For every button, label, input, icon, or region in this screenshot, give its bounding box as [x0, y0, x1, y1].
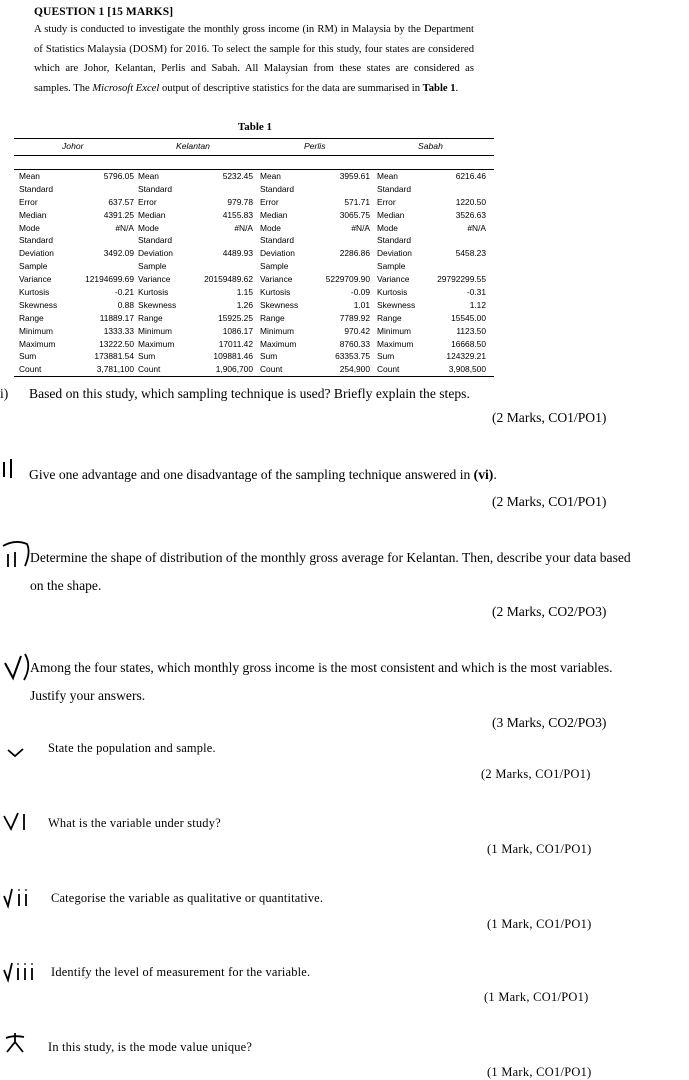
- handwritten-viii-marker: [2, 960, 38, 982]
- stat-label: Maximum: [19, 338, 56, 349]
- stat-value: 1.12: [469, 299, 486, 310]
- header-sabah: Sabah: [418, 141, 443, 151]
- table-row: [14, 183, 494, 196]
- table-row: [14, 196, 494, 209]
- intro-text-2: output of descriptive statistics for the data are summarised in: [159, 82, 423, 94]
- question-v-marks: (2 Marks, CO1/PO1): [481, 767, 591, 781]
- question-vii-marks: (1 Mark, CO1/PO1): [487, 917, 592, 931]
- handwritten-vi-marker: [2, 810, 28, 832]
- question-x-marks: (1 Mark, CO1/PO1): [487, 1065, 592, 1079]
- stat-label: Range: [377, 312, 402, 323]
- stat-label: Kurtosis: [377, 287, 408, 298]
- stat-label: Variance: [377, 274, 410, 285]
- stat-label: Error: [138, 196, 157, 207]
- table-row: [14, 234, 494, 247]
- stat-label: Error: [377, 196, 396, 207]
- stat-value: 4155.83: [222, 209, 253, 220]
- table-row: [14, 325, 494, 338]
- stat-label: Mean: [138, 171, 159, 181]
- descriptive-stats-table: [14, 138, 494, 377]
- stat-label: Standard: [19, 183, 53, 194]
- stat-label: Kurtosis: [138, 287, 169, 298]
- stat-value: 3492.09: [103, 248, 134, 259]
- question-ii-text-main: Give one advantage and one disadvantage of the sampling technique answered in: [29, 467, 474, 482]
- stat-value: 124329.21: [446, 351, 486, 362]
- stat-value: 1123.50: [456, 325, 486, 336]
- stat-value: #N/A: [115, 222, 134, 233]
- stat-label: Skewness: [377, 299, 416, 310]
- stat-value: 109881.46: [213, 351, 253, 362]
- stat-value: 1086.17: [222, 325, 253, 336]
- stat-label: Standard: [377, 183, 411, 194]
- stat-value: 5796.05: [103, 171, 134, 181]
- header-kelantan: Kelantan: [176, 141, 210, 151]
- stat-label: Mode: [19, 222, 40, 233]
- question-i-text: Based on this study, which sampling technique is used? Briefly explain the steps.: [29, 386, 470, 401]
- stat-value: #N/A: [234, 222, 253, 233]
- stat-label: Error: [19, 196, 38, 207]
- table-row: [14, 247, 494, 260]
- stat-label: Deviation: [260, 248, 295, 259]
- stat-value: 2286.86: [339, 248, 370, 259]
- question-x-text: In this study, is the mode value unique?: [48, 1040, 253, 1054]
- table-row: [14, 363, 494, 377]
- stat-label: Median: [19, 209, 47, 220]
- stat-label: Skewness: [138, 299, 177, 310]
- handwritten-v-marker: [6, 746, 26, 760]
- stat-label: Kurtosis: [260, 287, 291, 298]
- stat-label: Mean: [377, 171, 398, 181]
- stat-value: 1.15: [236, 287, 253, 298]
- stat-label: Sum: [377, 351, 395, 362]
- stat-label: Minimum: [377, 325, 411, 336]
- stat-label: Mean: [260, 171, 281, 181]
- question-vii-text: Categorise the variable as qualitative or quantitative.: [51, 891, 324, 905]
- stat-value: 571.71: [344, 196, 370, 207]
- stat-label: Sample: [260, 261, 289, 272]
- stat-value: 5229709.90: [325, 274, 370, 285]
- stat-label: Sum: [260, 351, 278, 362]
- stat-label: Standard: [377, 235, 411, 246]
- stat-value: 970.42: [344, 325, 370, 336]
- intro-table-ref: Table 1: [422, 82, 456, 94]
- stat-label: Standard: [260, 235, 294, 246]
- stat-label: Median: [377, 209, 405, 220]
- question-iii-text: Determine the shape of distribution of the monthly gross average for Kelantan. Then, describe your data based on the shape.: [30, 550, 631, 593]
- table-row: [14, 350, 494, 363]
- stat-label: Median: [138, 209, 166, 220]
- stat-value: 17011.42: [218, 338, 253, 349]
- stat-label: Sum: [19, 351, 37, 362]
- stat-label: Median: [260, 209, 288, 220]
- table-row: [14, 170, 494, 183]
- stat-value: #N/A: [351, 222, 370, 233]
- stat-label: Sample: [138, 261, 167, 272]
- stat-label: Mode: [377, 222, 398, 233]
- question-iv-marks: (3 Marks, CO2/PO3): [492, 715, 607, 730]
- stat-value: 979.78: [227, 196, 253, 207]
- stat-label: Deviation: [19, 248, 54, 259]
- question-ii-period: .: [493, 467, 497, 482]
- stat-label: Standard: [138, 235, 172, 246]
- stat-value: 5232.45: [222, 171, 253, 181]
- stat-value: 4391.25: [103, 209, 134, 220]
- stat-label: Count: [19, 364, 42, 375]
- stat-label: Count: [138, 364, 161, 375]
- stat-value: 16668.50: [451, 338, 486, 349]
- stat-label: Deviation: [377, 248, 412, 259]
- stat-label: Standard: [260, 183, 294, 194]
- stat-value: -0.31: [466, 287, 486, 298]
- question-iii-marks: (2 Marks, CO2/PO3): [492, 604, 607, 619]
- table-caption: Table 1: [237, 121, 273, 133]
- stat-value: -0.09: [350, 287, 370, 298]
- stat-value: 3,781,100: [96, 364, 134, 375]
- table-row: [14, 273, 494, 286]
- handwritten-iv-marker: [2, 652, 30, 682]
- question-viii-text: Identify the level of measurement for the variable.: [51, 965, 311, 979]
- table-row: [14, 286, 494, 299]
- stat-label: Maximum: [138, 338, 175, 349]
- table-row: [14, 209, 494, 222]
- stat-label: Minimum: [260, 325, 294, 336]
- table-body: [14, 170, 494, 377]
- question-title: QUESTION 1 [15 MARKS]: [34, 6, 174, 18]
- question-ii-text: [29, 461, 649, 489]
- stat-label: Skewness: [260, 299, 299, 310]
- stat-value: 13222.50: [99, 338, 134, 349]
- table-header-row: [14, 138, 494, 156]
- stat-value: 254,900: [339, 364, 370, 375]
- stat-value: 4489.93: [222, 248, 253, 259]
- stat-value: 1220.50: [455, 196, 486, 207]
- stat-label: Mode: [138, 222, 159, 233]
- table-row: [14, 260, 494, 273]
- question-vi-text: What is the variable under study?: [48, 816, 221, 830]
- question-viii-marks: (1 Mark, CO1/PO1): [484, 990, 589, 1004]
- stat-label: Sum: [138, 351, 156, 362]
- stat-value: 1.26: [236, 299, 253, 310]
- stat-label: Maximum: [260, 338, 297, 349]
- stat-value: 1.01: [353, 299, 370, 310]
- stat-value: 3959.61: [339, 171, 370, 181]
- stat-label: Mean: [19, 171, 40, 181]
- stat-label: Mode: [260, 222, 281, 233]
- stat-label: Sample: [377, 261, 406, 272]
- stat-label: Error: [260, 196, 279, 207]
- stat-value: -0.21: [114, 287, 134, 298]
- stat-label: Variance: [138, 274, 171, 285]
- intro-text-3: .: [455, 82, 459, 94]
- stat-label: Minimum: [19, 325, 53, 336]
- stat-value: 11889.17: [99, 312, 134, 323]
- table-row: [14, 299, 494, 312]
- stat-value: 6216.46: [455, 171, 486, 181]
- stat-value: 1,906,700: [215, 364, 253, 375]
- table-row: [14, 222, 494, 235]
- handwritten-iii-marker: [1, 540, 31, 570]
- stat-label: Kurtosis: [19, 287, 50, 298]
- question-ii-ref: (vi): [473, 467, 494, 482]
- stat-value: 7789.92: [339, 312, 370, 323]
- stat-label: Skewness: [19, 299, 58, 310]
- header-johor: Johor: [62, 141, 84, 151]
- stat-value: #N/A: [467, 222, 486, 233]
- stat-label: Maximum: [377, 338, 414, 349]
- stat-label: Deviation: [138, 248, 173, 259]
- stat-label: Standard: [138, 183, 172, 194]
- question-i-marks: (2 Marks, CO1/PO1): [492, 410, 607, 425]
- stat-value: 63353.75: [335, 351, 370, 362]
- question-i-number: i): [0, 386, 9, 401]
- question-ii-marks: (2 Marks, CO1/PO1): [492, 494, 607, 509]
- stat-label: Range: [19, 312, 44, 323]
- stat-value: 3,908,500: [448, 364, 486, 375]
- stat-label: Variance: [260, 274, 293, 285]
- question-vi-marks: (1 Mark, CO1/PO1): [487, 842, 592, 856]
- stat-value: 29792299.55: [437, 274, 486, 285]
- stat-value: 0.88: [117, 299, 134, 310]
- stat-value: 15545.00: [451, 312, 486, 323]
- stat-label: Variance: [19, 274, 52, 285]
- stat-value: 8760.33: [339, 338, 370, 349]
- handwritten-x-marker: [4, 1032, 26, 1054]
- stat-value: 173881.54: [94, 351, 134, 362]
- stat-value: 3526.63: [455, 209, 486, 220]
- question-iv-text: Among the four states, which monthly gross income is the most consistent and which is the most variables. Justify your answers.: [30, 660, 613, 703]
- stat-value: 5458.23: [455, 248, 486, 259]
- stat-value: 20159489.62: [204, 274, 253, 285]
- stat-label: Range: [260, 312, 285, 323]
- stat-label: Standard: [19, 235, 53, 246]
- stat-value: 12194699.69: [85, 274, 134, 285]
- stat-label: Range: [138, 312, 163, 323]
- table-row: [14, 312, 494, 325]
- stat-value: 637.57: [108, 196, 134, 207]
- handwritten-ii-marker: [1, 456, 19, 482]
- header-perlis: Perlis: [304, 141, 326, 151]
- table-blank-row: [14, 156, 494, 170]
- stat-label: Count: [260, 364, 283, 375]
- intro-text-1: A study is conducted to investigate the monthly gross income (in RM) in Malaysia by the Department of Statistics Malaysia (DOSM) for 2016. To select the sample for this study, four states are considered which are Johor, Kelantan, Perlis and Sabah. All Malaysian from these states are considered as samples. The: [34, 24, 474, 94]
- stat-value: 1333.33: [103, 325, 134, 336]
- question-v-text: State the population and sample.: [48, 741, 216, 755]
- stat-value: 15925.25: [218, 312, 253, 323]
- handwritten-vii-marker: [2, 886, 32, 908]
- table-row: [14, 338, 494, 351]
- question-intro: [34, 20, 474, 98]
- stat-value: 3065.75: [339, 209, 370, 220]
- stat-label: Count: [377, 364, 400, 375]
- intro-software-name: Microsoft Excel: [92, 82, 160, 94]
- stat-label: Sample: [19, 261, 48, 272]
- stat-label: Minimum: [138, 325, 172, 336]
